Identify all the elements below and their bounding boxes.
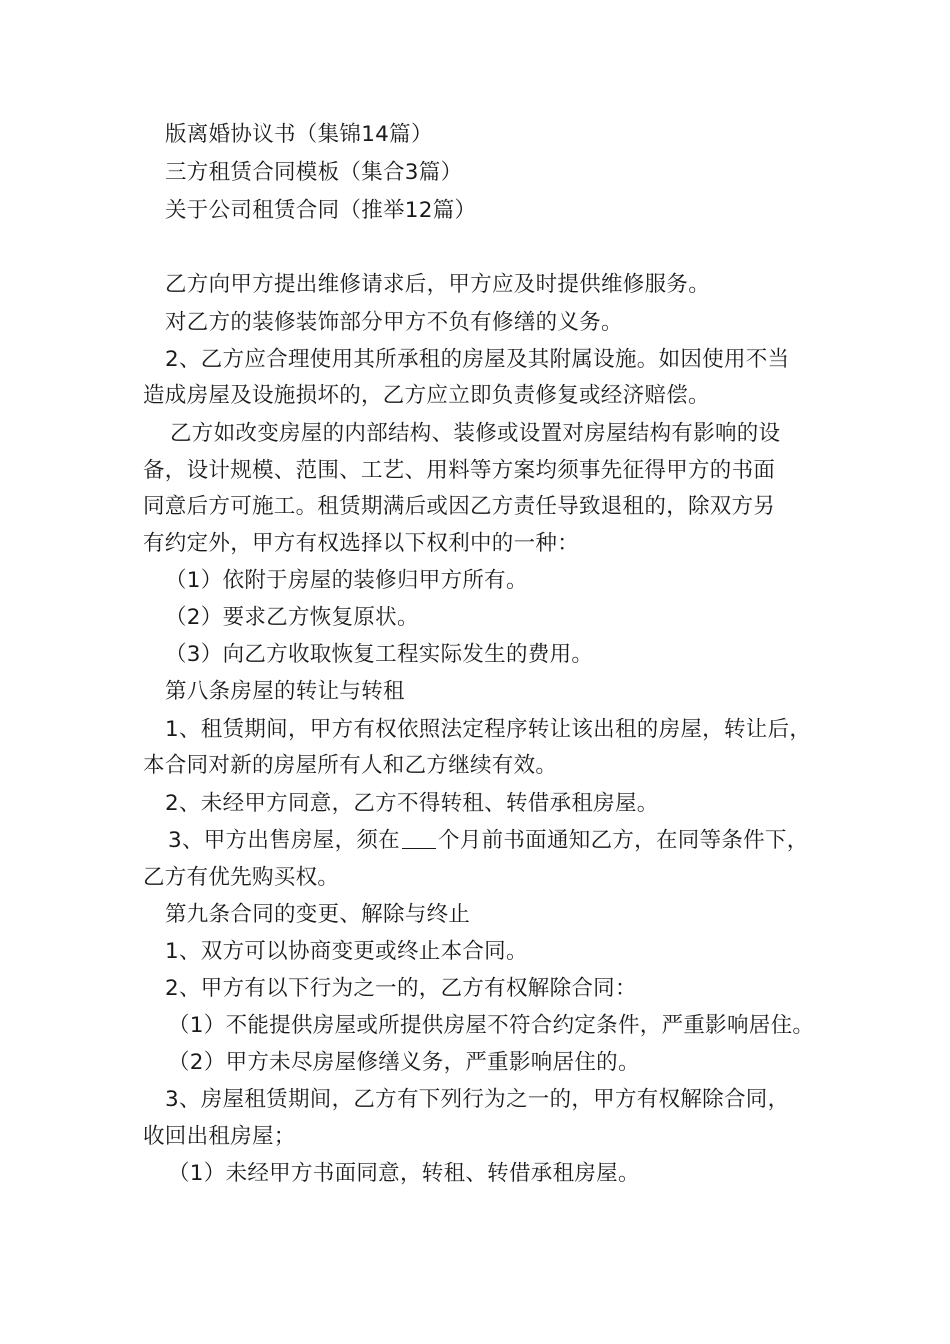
article-heading: 第九条合同的变更、解除与终止: [165, 902, 471, 927]
paragraph: 1、租赁期间，甲方有权依照法定程序转让该出租的房屋，转让后，: [165, 717, 812, 742]
list-item: （2）要求乙方恢复原状。: [165, 605, 419, 630]
list-item: （3）向乙方收取恢复工程实际发生的费用。: [165, 642, 594, 667]
paragraph: 2、未经甲方同意，乙方不得转租、转借承租房屋。: [165, 791, 659, 816]
paragraph: 2、甲方有以下行为之一的，乙方有权解除合同：: [165, 976, 637, 1001]
paragraph: 本合同对新的房屋所有人和乙方继续有效。: [143, 753, 558, 778]
fill-in-blank: [402, 826, 436, 849]
paragraph: 乙方向甲方提出维修请求后，甲方应及时提供维修服务。: [165, 272, 711, 297]
list-item: （1）不能提供房屋或所提供房屋不符合约定条件，严重影响居住。: [168, 1013, 815, 1038]
text-segment: 个月前书面通知乙方，在同等条件下，: [437, 828, 809, 853]
paragraph: 3、房屋租赁期间，乙方有下列行为之一的，甲方有权解除合同，: [165, 1087, 790, 1112]
related-link-2[interactable]: 三方租赁合同模板（集合3篇）: [165, 160, 463, 185]
paragraph: 收回出租房屋；: [143, 1124, 296, 1149]
list-item: （2）甲方未尽房屋修缮义务，严重影响居住的。: [168, 1050, 640, 1075]
list-item: （1）未经甲方书面同意，转租、转借承租房屋。: [168, 1161, 640, 1186]
paragraph: 乙方有优先购买权。: [143, 865, 340, 890]
paragraph: 对乙方的装修装饰部分甲方不负有修缮的义务。: [165, 310, 623, 335]
paragraph: 乙方如改变房屋的内部结构、装修或设置对房屋结构有影响的设: [170, 421, 781, 446]
paragraph: 有约定外，甲方有权选择以下权利中的一种：: [143, 531, 580, 556]
article-heading: 第八条房屋的转让与转租: [165, 679, 405, 704]
related-link-1[interactable]: 版离婚协议书（集锦14篇）: [165, 122, 433, 147]
paragraph: 1、双方可以协商变更或终止本合同。: [165, 939, 528, 964]
paragraph: 2、乙方应合理使用其所承租的房屋及其附属设施。如因使用不当: [165, 347, 790, 372]
paragraph: 造成房屋及设施损坏的，乙方应立即负责修复或经济赔偿。: [143, 383, 710, 408]
list-item: （1）依附于房屋的装修归甲方所有。: [165, 568, 528, 593]
related-link-3[interactable]: 关于公司租赁合同（推举12篇）: [165, 198, 477, 223]
text-segment: 3、甲方出售房屋，须在: [168, 828, 400, 853]
paragraph: [168, 826, 809, 856]
paragraph: 同意后方可施工。租赁期满后或因乙方责任导致退租的，除双方另: [143, 494, 776, 519]
paragraph: 备，设计规模、范围、工艺、用料等方案均须事先征得甲方的书面: [143, 458, 776, 483]
